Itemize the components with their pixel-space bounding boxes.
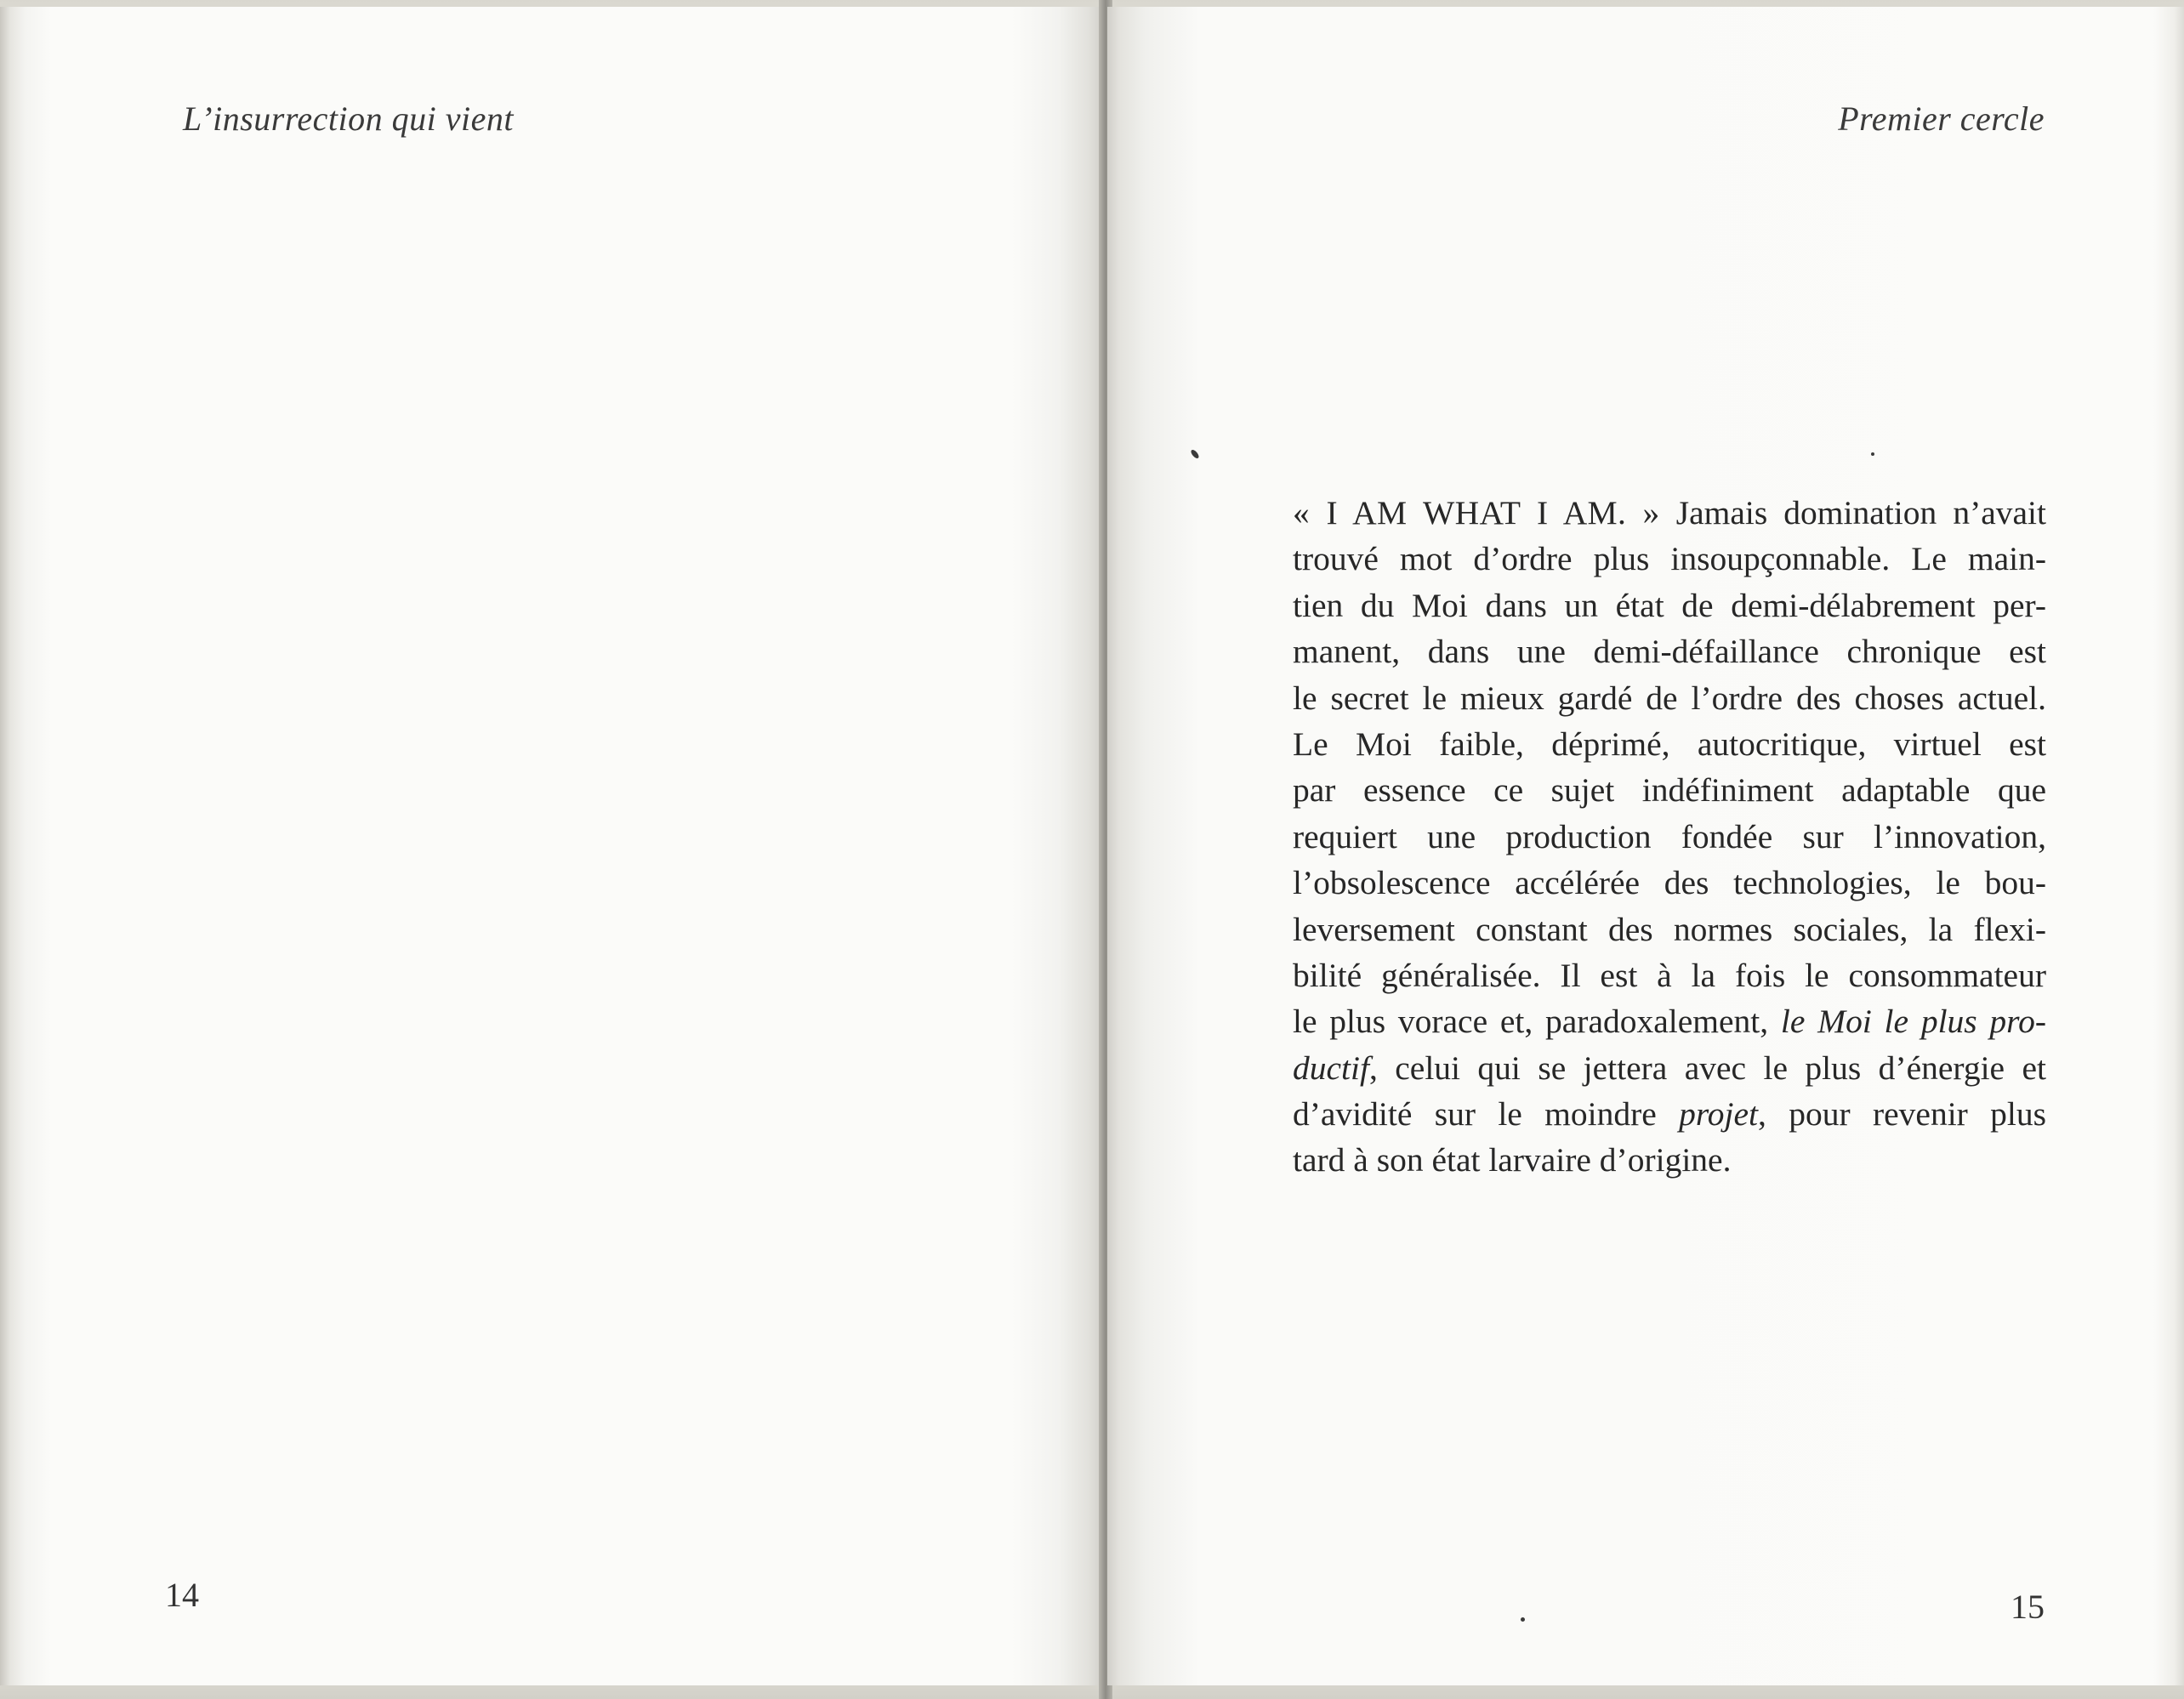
right-page bbox=[1107, 7, 2184, 1685]
text-line: leversement constant des normes sociales, la flexi- bbox=[1293, 910, 2046, 948]
text-line: tard à son état larvaire d’origine. bbox=[1293, 1141, 1732, 1179]
text-line bbox=[1293, 1045, 2046, 1091]
italic-emphasis: ductif bbox=[1293, 1048, 1369, 1087]
opening-quote: « I AM WHAT I AM. » bbox=[1293, 494, 1660, 531]
italic-emphasis: le Moi le plus pro- bbox=[1780, 1003, 2046, 1041]
body-paragraph bbox=[1293, 490, 2046, 1184]
text-line: par essence ce sujet indéfiniment adaptable que bbox=[1293, 771, 2046, 810]
text-span: , pour revenir plus bbox=[1758, 1095, 2046, 1134]
text-line: Le Moi faible, déprimé, autocritique, virtuel est bbox=[1293, 724, 2046, 763]
text-line: trouvé mot d’ordre plus insoupçonnable. Le main- bbox=[1293, 540, 2046, 578]
right-running-head: Premier cercle bbox=[1838, 99, 2045, 138]
text-line bbox=[1293, 998, 2046, 1044]
left-running-head: L’insurrection qui vient bbox=[183, 99, 514, 138]
text-span: Jamais domination n’avait bbox=[1659, 494, 2046, 531]
text-line: manent, dans une demi-défaillance chronique est bbox=[1293, 633, 2046, 671]
left-page bbox=[0, 7, 1104, 1685]
paper-speck bbox=[1871, 452, 1874, 456]
text-span: , celui qui se jettera avec le plus d’énergie et bbox=[1368, 1048, 2046, 1087]
text-line: bilité généralisée. Il est à la fois le consommateur bbox=[1293, 956, 2046, 994]
text-line: le secret le mieux gardé de l’ordre des choses actuel. bbox=[1293, 679, 2046, 717]
text-span: le plus vorace et, paradoxalement, bbox=[1293, 1003, 1781, 1041]
text-line: requiert une production fondée sur l’innovation, bbox=[1293, 817, 2046, 855]
text-line bbox=[1293, 490, 2046, 536]
right-page-number: 15 bbox=[2011, 1588, 2045, 1626]
left-page-number: 14 bbox=[165, 1576, 199, 1614]
paper-speck bbox=[1190, 448, 1200, 459]
text-line: tien du Moi dans un état de demi-délabrement per- bbox=[1293, 586, 2046, 624]
text-line bbox=[1293, 1091, 2046, 1137]
italic-emphasis: projet bbox=[1679, 1095, 1759, 1134]
text-span: d’avidité sur le moindre bbox=[1293, 1095, 1680, 1134]
text-line: l’obsolescence accélérée des technologies, le bou- bbox=[1293, 864, 2046, 902]
paper-speck bbox=[1521, 1617, 1525, 1622]
